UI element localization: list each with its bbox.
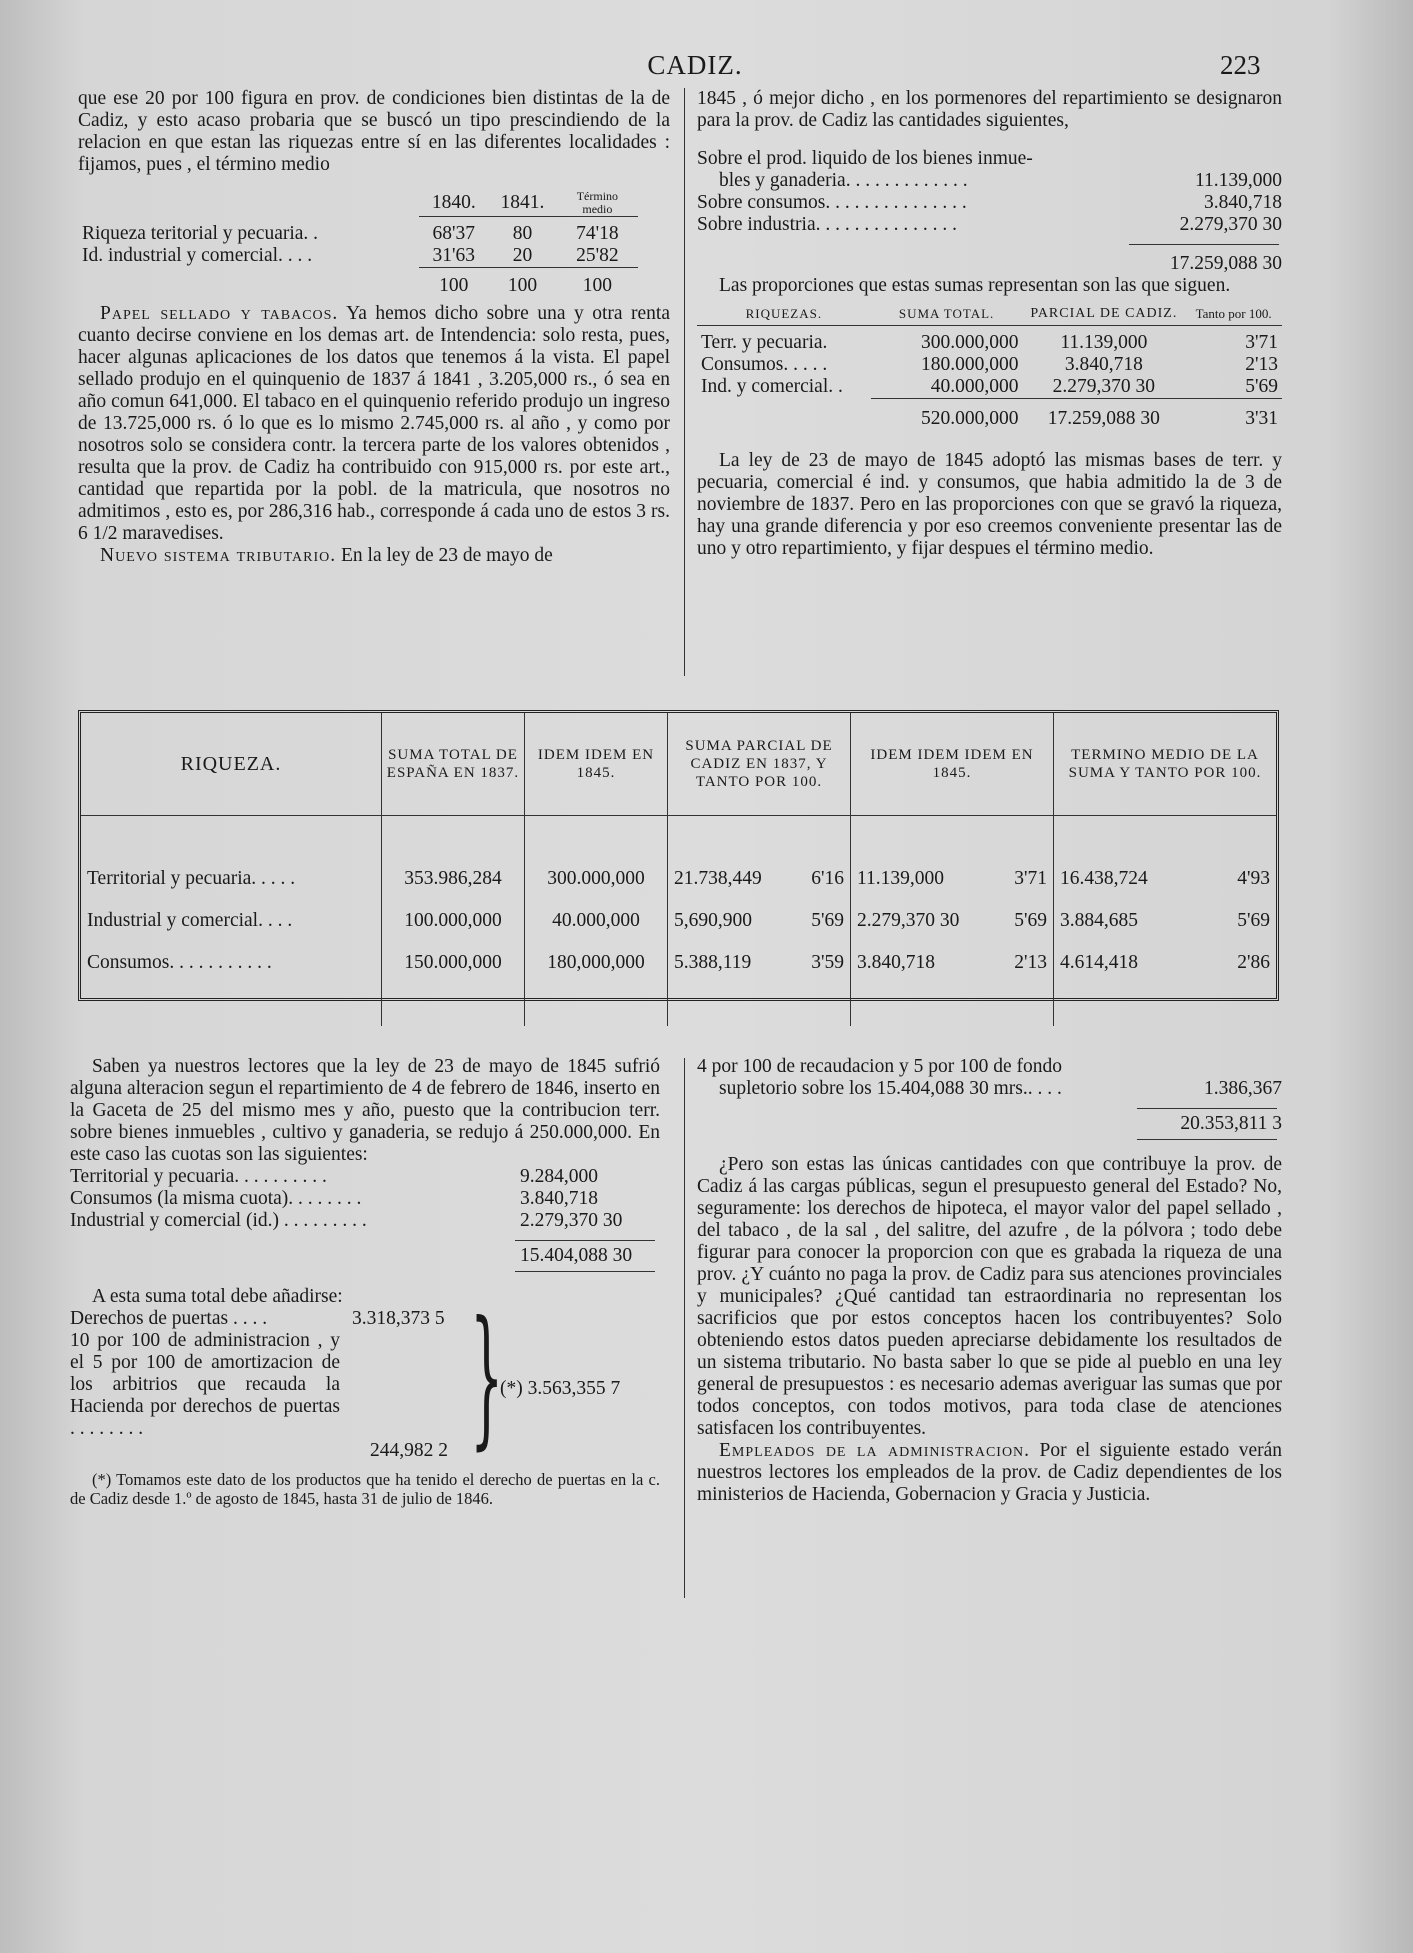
proportion-header-riquezas: RIQUEZAS. bbox=[697, 303, 871, 326]
table-row: Consumos. . . . . 180.000,000 3.840,718 2'13 bbox=[701, 353, 1278, 375]
brace-icon: } bbox=[470, 1290, 504, 1464]
left-top-column bbox=[78, 88, 670, 567]
list-item: Industrial y comercial (id.) . . . . . . . . . 2.279,370 30 bbox=[70, 1210, 623, 1231]
average-header-1841: 1841. bbox=[488, 190, 557, 217]
comparison-header-cadiz-1845: IDEM IDEM IDEM EN 1845. bbox=[851, 713, 1054, 816]
comparison-table bbox=[78, 710, 1279, 1001]
proportion-header-suma: SUMA TOTAL. bbox=[871, 303, 1023, 326]
empleados-heading: Empleados de la administracion. bbox=[719, 1440, 1031, 1461]
table-row: Ind. y comercial. . 40.000,000 2.279,370 30 5'69 bbox=[697, 376, 1282, 399]
table-row: 100 100 100 bbox=[439, 275, 613, 296]
proporciones-text: Las proporciones que estas sumas representan son las que siguen. bbox=[719, 275, 1231, 296]
table-row: Territorial y pecuaria. . . . . 353.986,284 300.000,000 21.738,449 6'16 11.139,000 3'71 16.438,724 4'93 bbox=[81, 858, 1276, 900]
list-item: Consumos (la misma cuota). . . . . . . . 3.840,718 bbox=[70, 1188, 598, 1209]
right-bottom-total: 20.353,811 3 bbox=[1180, 1113, 1282, 1134]
comparison-header-riqueza: RIQUEZA. bbox=[81, 713, 382, 816]
papel-paragraph: Papel sellado y tabacos. Ya hemos dicho sobre una y otra renta cuanto decirse conviene en los demas art. de Intendencia: solo resta, pues, hacer algunas aplicaciones de los datos que tenemos á la vista. El papel sellado produjo en el quinquenio de 1837 á 1841 , 3.205,000 rs., ó sea en año comun 641,000. El tabaco en el quinquenio referido produjo un ingreso de 13.725,000 rs. ó lo que es lo mismo 2.745,000 rs. al año , y como por nosotros solo se considera contr. la tercera parte de los valores obtenidos , resulta que la prov. de Cadiz ha contribuido con 915,000 rs. por este art., cantidad que repartida por la pobl. de la matricula, que nosotros no admitimos , esto es, por 286,316 hab., corresponde á cada uno de estos 3 rs. 6 1/2 maravedises. bbox=[78, 303, 671, 544]
brace-value: (*) 3.563,355 7 bbox=[500, 1378, 621, 1399]
nuevo-heading: Nuevo sistema tributario. bbox=[100, 545, 337, 566]
footnote: (*) Tomamos este dato de los productos que ha tenido el derecho de puertas en la c. de Cadiz desde 1.º de agosto de 1845, hasta 31 de julio de 1846. bbox=[70, 1470, 660, 1508]
left-bottom-total: 15.404,088 30 bbox=[520, 1245, 633, 1266]
comparison-header-espana-1837: SUMA TOTAL DE ESPAÑA EN 1837. bbox=[382, 713, 525, 816]
papel-heading: Papel sellado y tabacos. bbox=[100, 303, 339, 324]
average-header-medio: Término medio bbox=[557, 190, 638, 217]
table-row: Consumos. . . . . . . . . . . 150.000,000 180,000,000 5.388,119 3'59 3.840,718 2'13 4.614,418 2'86 bbox=[81, 942, 1276, 984]
list-item: supletorio sobre los 15.404,088 30 mrs.. . . . 1.386,367 bbox=[719, 1078, 1282, 1099]
right-top-column bbox=[697, 88, 1282, 560]
comparison-header-1845: IDEM IDEM EN 1845. bbox=[525, 713, 668, 816]
average-header-1840: 1840. bbox=[419, 190, 488, 217]
column-rule-top bbox=[684, 88, 685, 676]
comparison-header-cadiz-1837: SUMA PARCIAL DE CADIZ EN 1837, Y TANTO POR 100. bbox=[668, 713, 851, 816]
table-row: Id. industrial y comercial. . . . 31'63 20 25'82 bbox=[78, 245, 638, 268]
intro-paragraph: que ese 20 por 100 figura en prov. de condiciones bien distintas de la de Cadiz, y esto acaso probaria que se buscó un tipo prescindiendo de la relacion en que estan las riquezas entre sí en las diferentes localidades : fijamos, pues , el término medio bbox=[78, 88, 670, 175]
ley-paragraph: La ley de 23 de mayo de 1845 adoptó las mismas bases de terr. y pecuaria, comercial é ind. y consumos, que habia admitido la de 3 de noviembre de 1837. Pero en las proporciones con que se gravó la riqueza, hay una grande diferencia y por eso creemos conveniente presentar las de uno y otro repartimiento, y fijar despues el término medio. bbox=[697, 450, 1282, 559]
table-row: 520.000,000 17.259,088 30 3'31 bbox=[920, 408, 1278, 429]
page-title: CADIZ. bbox=[647, 50, 743, 80]
column-rule-bottom bbox=[684, 1058, 685, 1598]
right-bottom-column: 4 por 100 de recaudacion y 5 por 100 de fondo supletorio sobre los 15.404,088 30 mrs.. . . . 1.386,367 20.353,811 3 ¿Pero son estas las únicas cantidades con que contribuye la prov. de Cadiz á las cargas públicas, segun el presupuesto general del Estado? No, seguramente: los derechos de hipoteca, el mayor valor del papel sellado , del tabaco , de la sal , del salitre, del azufre , de la pólvora ; todo debe figurar para conocer la proporcion con que es grabada la riqueza de una prov. ¿Y cuánto no paga la prov. de Cadiz para sus atenciones provinciales y municipales? ¿Qué cantidad tan estraordinaria no representan los sacrificios que por estos conceptos hacen los contribuyentes? Solo obteniendo estos datos pueden apreciarse debidamente los resultados de un sistema tributario. No basta saber lo que se pide al pueblo en una ley general de presupuestos : es necesario ademas averiguar las sumas que por todos conceptos, con todos motivos, para toda clase de atenciones satisfacen los contribuyentes. Empleados de la administracion. Por el siguiente estado verán nuestros lectores los empleados de la prov. de Cadiz dependientes de los ministerios de Hacienda, Gobernacion y Gracia y Justicia. bbox=[697, 1056, 1282, 1505]
saben-paragraph: Saben ya nuestros lectores que la ley de 23 de mayo de 1845 sufrió alguna alteracion segun el repartimiento de 4 de febrero de 1846, inserto en la Gaceta de 25 del mismo mes y año, puesto que la contribucion terr. sobre bienes inmuebles , cultivo y ganaderia, se redujo á 250.000,000. En este caso las cuotas son las siguientes: bbox=[70, 1056, 660, 1165]
list-item: Sobre industria. . . . . . . . . . . . . . . 2.279,370 30 bbox=[697, 214, 1282, 235]
list-item: bles y ganaderia. . . . . . . . . . . . . 11.139,000 bbox=[719, 170, 1282, 191]
pero-paragraph: ¿Pero son estas las únicas cantidades con que contribuye la prov. de Cadiz á las cargas públicas, segun el presupuesto general del Estado? No, seguramente: los derechos de hipoteca, el mayor valor del papel sellado , del tabaco , de la sal , del salitre, del azufre , de la pólvora ; todo debe figurar para conocer la proporcion con que es grabada la riqueza de una prov. ¿Y cuánto no paga la prov. de Cadiz para sus atenciones provinciales y municipales? ¿Qué cantidad tan estraordinaria no representan los sacrificios que por estos conceptos hacen los contribuyentes? Solo obteniendo estos datos pueden apreciarse debidamente los resultados de un sistema tributario. No basta saber lo que se pide al pueblo en una ley general de presupuestos : es necesario ademas averiguar las sumas que por todos conceptos, con todos motivos, para toda clase de atenciones satisfacen los contribuyentes. bbox=[697, 1154, 1282, 1439]
right-top-total: 17.259,088 30 bbox=[1169, 253, 1282, 274]
right-intro: 1845 , ó mejor dicho , en los pormenores del repartimiento se designaron para la prov. de Cadiz las cantidades siguientes, bbox=[697, 88, 1282, 131]
table-row: Industrial y comercial. . . . 100.000,000 40.000,000 5,690,900 5'69 2.279,370 30 5'69 3.884,685 5'69 bbox=[81, 900, 1276, 942]
proportion-header-parcial: PARCIAL DE CADIZ. bbox=[1022, 303, 1185, 326]
list-item: Sobre consumos. . . . . . . . . . . . . . . 3.840,718 bbox=[697, 192, 1282, 213]
average-table bbox=[78, 190, 638, 297]
list-item: Sobre el prod. liquido de los bienes inmue- bbox=[697, 148, 1033, 169]
add-heading: A esta suma total debe añadirse: bbox=[92, 1286, 343, 1307]
table-row: Riqueza teritorial y pecuaria. . 68'37 80 74'18 bbox=[82, 222, 619, 244]
comparison-header-termino: TERMINO MEDIO DE LA SUMA Y TANTO POR 100. bbox=[1054, 713, 1277, 816]
left-bottom-column: Saben ya nuestros lectores que la ley de 23 de mayo de 1845 sufrió alguna alteracion segun el repartimiento de 4 de febrero de 1846, inserto en la Gaceta de 25 del mismo mes y año, puesto que la contribucion terr. sobre bienes inmuebles , cultivo y ganaderia, se redujo á 250.000,000. En este caso las cuotas son las siguientes: Territorial y pecuaria. . . . . . . . . . 9.284,000 Consumos (la misma cuota). . . . . . . . 3.840,718 Industrial y comercial (id.) . . . . . . . . . 2.279,370 30 15.404,088 30 A esta suma total debe añadirse: Derechos de puertas . . . . 3.318,373 5 10 por 100 de administracion , y el 5 por 100 de amortizacion de los arbitrios que recauda la Hacienda por derechos de puertas . . . . . . . . 244,982 2 } (*) 3.563,355 7 (*) Tomamos este dato de los productos que ha tenido el derecho de puertas en la c. de Cadiz desde 1.º de agosto de 1845, hasta 31 de julio de 1846. bbox=[70, 1056, 660, 1508]
table-row: Terr. y pecuaria. 300.000,000 11.139,000 3'71 bbox=[701, 331, 1278, 353]
proportion-table bbox=[697, 303, 1282, 430]
list-item: Territorial y pecuaria. . . . . . . . . . 9.284,000 bbox=[70, 1166, 598, 1187]
nuevo-paragraph: Nuevo sistema tributario. En la ley de 23 de mayo de bbox=[100, 545, 553, 566]
proportion-header-tanto: Tanto por 100. bbox=[1185, 303, 1282, 326]
page-number: 223 bbox=[1220, 50, 1261, 80]
empleados-paragraph: Empleados de la administracion. Por el siguiente estado verán nuestros lectores los empleados de la prov. de Cadiz dependientes de los ministerios de Hacienda, Gobernacion y Gracia y Justicia. bbox=[697, 1440, 1282, 1505]
